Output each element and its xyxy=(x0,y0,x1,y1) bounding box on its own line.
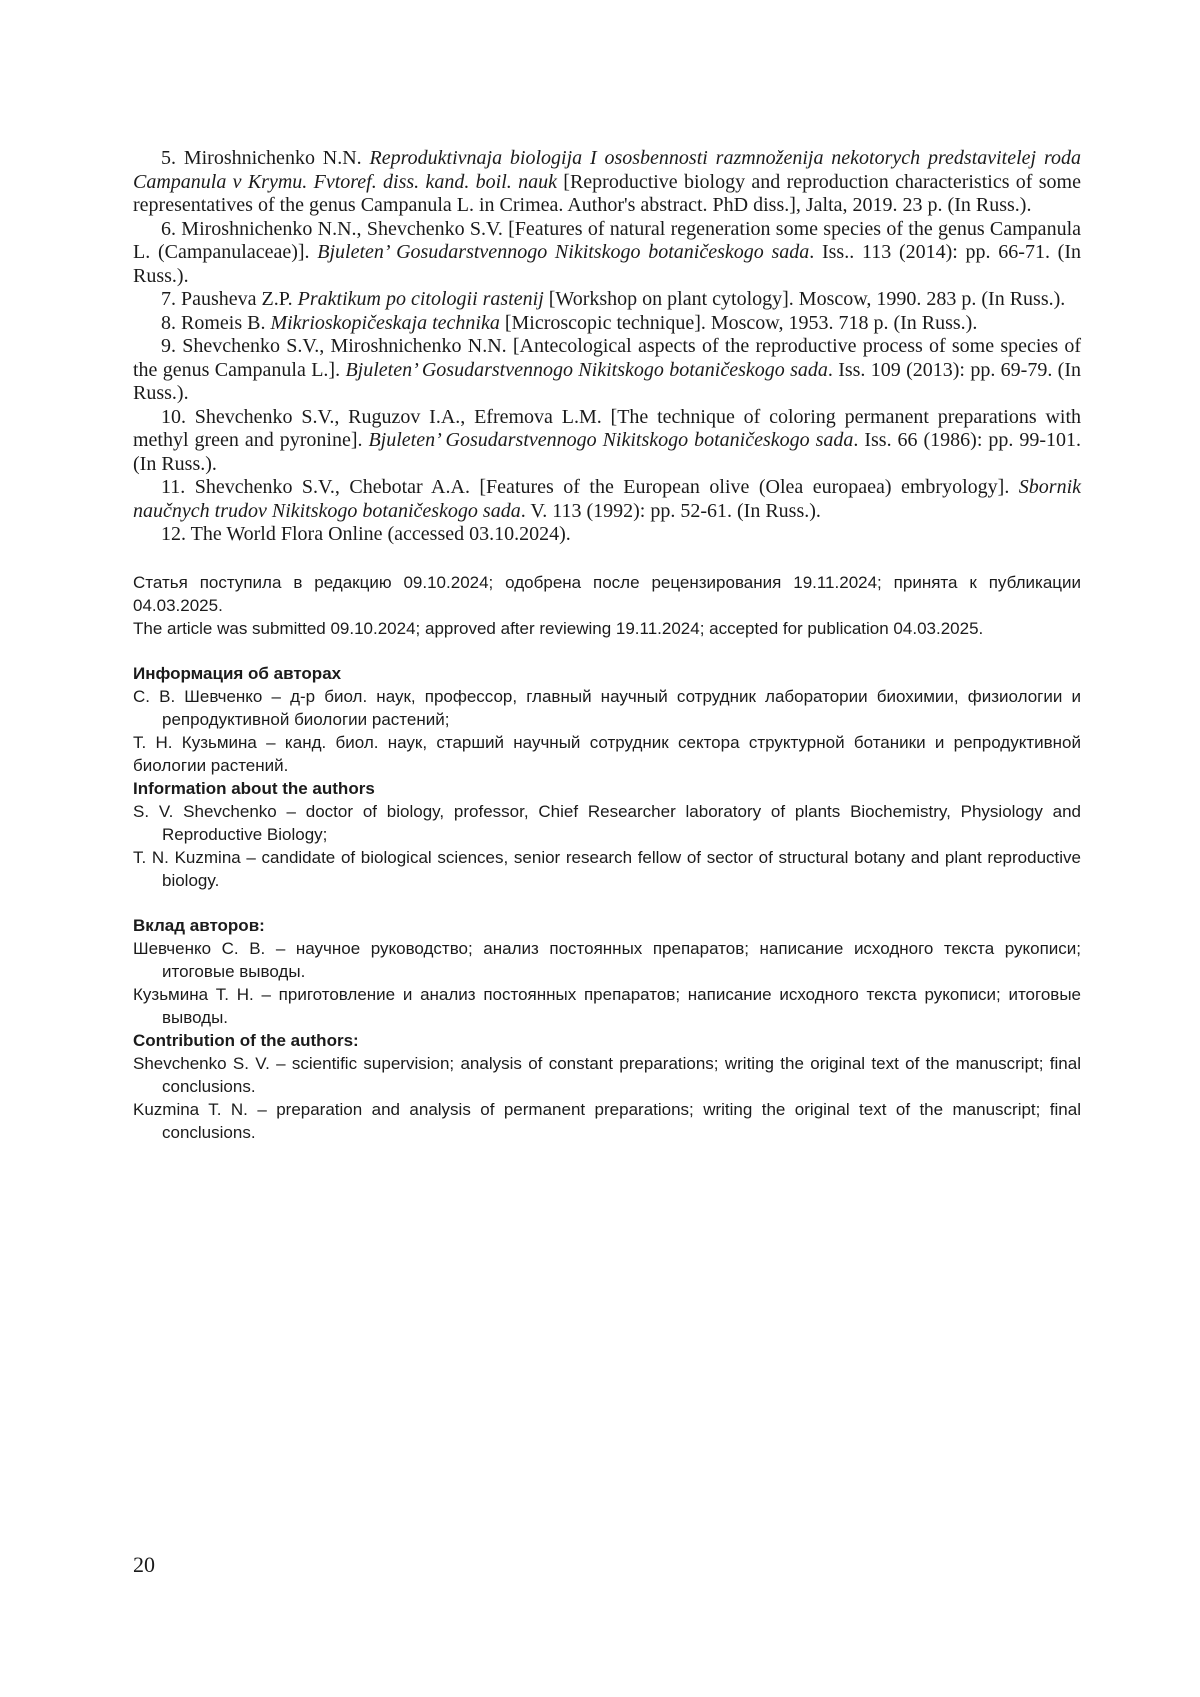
submission-note-ru: Статья поступила в редакцию 09.10.2024; одобрена после рецензирования 19.11.2024; принята к публикации 04.03.2025. xyxy=(133,572,1081,615)
contribution-ru-kuzmina: Кузьмина Т. Н. – приготовление и анализ постоянных препаратов; написание исходного текста рукописи; итоговые выводы. xyxy=(133,984,1081,1027)
contribution-heading-ru: Вклад авторов: xyxy=(133,915,265,935)
submission-note-en: The article was submitted 09.10.2024; approved after reviewing 19.11.2024; accepted for publication 04.03.2025. xyxy=(133,618,984,638)
contribution-heading-en: Contribution of the authors: xyxy=(133,1030,359,1050)
reference-item: 8. Romeis B. Mikrioskopičeskaja technika [Microscopic technique]. Moscow, 1953. 718 p. (In Russ.). xyxy=(161,311,978,334)
authors-info-section xyxy=(133,662,1081,892)
reference-item: 11. Shevchenko S.V., Chebotar A.A. [Features of the European olive (Olea europaea) embryology]. Sbornik naučnych trudov Nikitskogo botaničeskogo sada. V. 113 (1992): pp. 52-61. (In Russ.). xyxy=(133,476,1081,522)
author-info-en-shevchenko: S. V. Shevchenko – doctor of biology, professor, Chief Researcher laboratory of plants Biochemistry, Physiology and Reproductive Biology; xyxy=(133,801,1081,844)
author-info-ru-kuzmina: Т. Н. Кузьмина – канд. биол. наук, старший научный сотрудник сектора структурной ботаники и репродуктивной биологии растений. xyxy=(133,732,1081,775)
page-number: 20 xyxy=(133,1552,155,1577)
contribution-section xyxy=(133,914,1081,1144)
authors-info-heading-en: Information about the authors xyxy=(133,778,375,798)
reference-item: 5. Miroshnichenko N.N. Reproduktivnaja biologija I ososbennosti razmnoženija nekotorych predstavitelej roda Campanula v Krymu. Fvtoref. diss. kand. boil. nauk [Reproductive biology and reproduction characteristics of some representatives of the genus Campanula L. in Crimea. Author's abstract. PhD diss.], Jalta, 2019. 23 p. (In Russ.). xyxy=(133,147,1081,216)
reference-item: 6. Miroshnichenko N.N., Shevchenko S.V. [Features of natural regeneration some species of the genus Campanula L. (Campanulaceae)]. Bjuleten’ Gosudarstvennogo Nikitskogo botaničeskogo sada. Iss.. 113 (2014): pp. 66-71. (In Russ.). xyxy=(133,217,1081,287)
submission-section xyxy=(133,571,1081,640)
contribution-ru-shevchenko: Шевченко С. В. – научное руководство; анализ постоянных препаратов; написание исходного текста рукописи; итоговые выводы. xyxy=(133,938,1081,981)
contribution-en-shevchenko: Shevchenko S. V. – scientific supervision; analysis of constant preparations; writing the original text of the manuscript; final conclusions. xyxy=(133,1053,1081,1096)
contribution-en-kuzmina: Kuzmina T. N. – preparation and analysis of permanent preparations; writing the original text of the manuscript; final conclusions. xyxy=(133,1099,1081,1142)
author-info-ru-shevchenko: С. В. Шевченко – д-р биол. наук, профессор, главный научный сотрудник лаборатории биохимии, физиологии и репродуктивной биологии растений; xyxy=(133,686,1081,729)
reference-item: 10. Shevchenko S.V., Ruguzov I.A., Efremova L.M. [The technique of coloring permanent preparations with methyl green and pyronine]. Bjuleten’ Gosudarstvennogo Nikitskogo botaničeskogo sada. Iss. 66 (1986): pp. 99-101. (In Russ.). xyxy=(133,405,1081,475)
reference-item: 7. Pausheva Z.P. Praktikum po citologii rastenij [Workshop on plant cytology]. Moscow, 1990. 283 p. (In Russ.). xyxy=(161,288,1066,310)
authors-info-heading-ru: Информация об авторах xyxy=(133,663,342,683)
author-info-en-kuzmina: T. N. Kuzmina – candidate of biological sciences, senior research fellow of sector of structural botany and plant reproductive biology. xyxy=(133,847,1081,890)
reference-item: 12. The World Flora Online (accessed 03.10.2024). xyxy=(161,523,571,545)
reference-item: 9. Shevchenko S.V., Miroshnichenko N.N. [Antecological aspects of the reproductive process of some species of the genus Campanula L.]. Bjuleten’ Gosudarstvennogo Nikitskogo botaničeskogo sada. Iss. 109 (2013): pp. 69-79. (In Russ.). xyxy=(133,335,1081,404)
references-list xyxy=(133,147,1081,547)
